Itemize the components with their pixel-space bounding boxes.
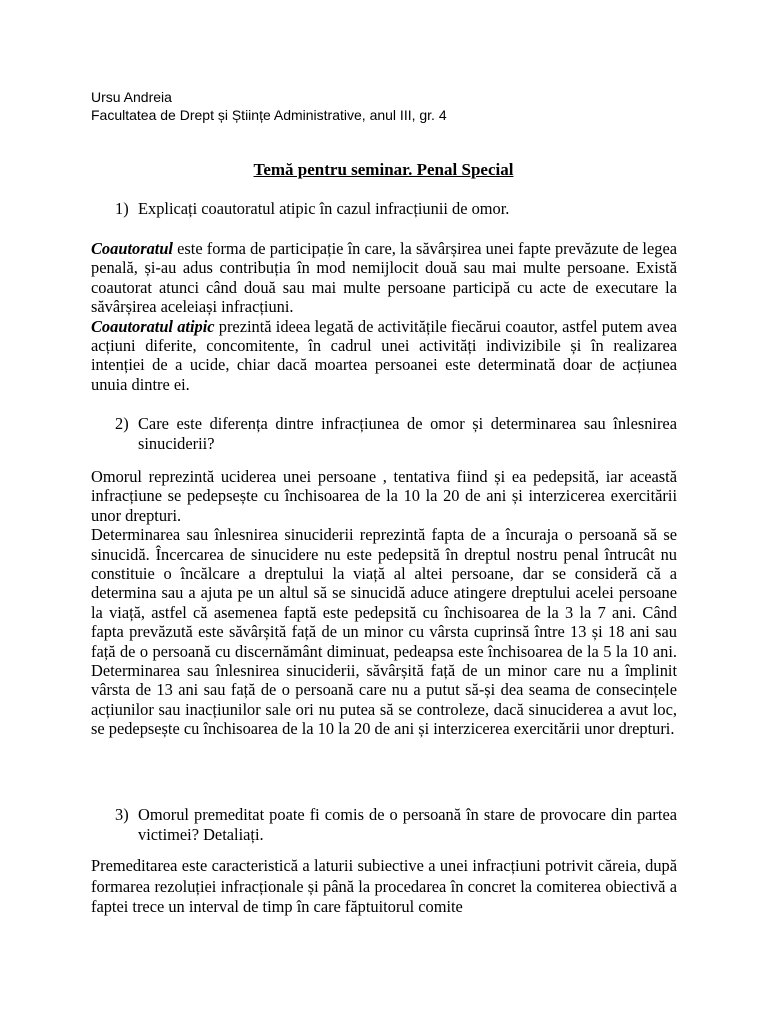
question-number: 1) bbox=[115, 199, 129, 218]
faculty-line: Facultatea de Drept și Științe Administrative, anul III, gr. 4 bbox=[91, 107, 447, 123]
answer-2-paragraph-2: Determinarea sau înlesnirea sinuciderii reprezintă fapta de a încuraja o persoană să se sinucidă. Încercarea de sinucidere nu este pedepsită în dreptul nostru penal întrucât nu constituie o încălcare a dreptului la viață al altei persoane, dar se consideră că a determina sau a ajuta pe un altul să se sinucidă aduce atingere dreptului acelei persoane la viață, astfel că asemenea faptă este pedepsită cu închisoarea de la 3 la 7 ani. Când fapta prevăzută este săvârșită față de un minor cu vârsta cuprinsă între 13 și 18 ani sau față de o persoană cu discernământ diminuat, pedeapsa este închisoarea de la 5 la 10 ani. Determinarea sau înlesnirea sinuciderii, săvârșită față de un minor care nu a împlinit vârsta de 13 ani sau față de o persoană care nu a putut să-și dea seama de consecințele acțiunilor sau inacțiunilor sale ori nu putea să se controleze, dacă sinuciderea a avut loc, se pedepsește cu închisoarea de la 10 la 20 de ani și interzicerea exercitării unor drepturi. bbox=[91, 525, 677, 739]
question-3 bbox=[115, 805, 677, 845]
author-name: Ursu Andreia bbox=[91, 89, 172, 105]
term-coautoratul: Coautoratul bbox=[91, 239, 173, 258]
question-text: Explicați coautoratul atipic în cazul infracțiunii de omor. bbox=[138, 199, 510, 218]
answer-3 bbox=[91, 856, 677, 918]
page-title: Temă pentru seminar. Penal Special bbox=[253, 160, 514, 179]
question-1 bbox=[115, 199, 677, 219]
author-block bbox=[91, 88, 447, 124]
question-text: Care este diferența dintre infracțiunea de omor și determinarea sau înlesnirea sinuciderii? bbox=[138, 414, 677, 453]
answer-2-paragraph-1: Omorul reprezintă uciderea unei persoane , tentativa fiind și ea pedepsită, iar această infracțiune se pedepsește cu închisoarea de la 10 la 20 de ani și interzicerea exercitării unor drepturi. bbox=[91, 467, 677, 525]
answer-1-paragraph-2 bbox=[91, 317, 677, 395]
question-number: 2) bbox=[115, 414, 129, 433]
answer-1-text-2: prezintă ideea legată de activitățile fiecărui coautor, astfel putem avea acțiuni diferite, concomitente, în cadrul unei activități indivizibile și în realizarea intenției de a ucide, chiar dacă moartea persoanei este determinată doar de acțiunea unuia dintre ei. bbox=[91, 316, 678, 394]
answer-3-paragraph-1: Premeditarea este caracteristică a laturii subiective a unei infracțiuni potrivit căreia, după formarea rezoluției infracționale și până la procedarea în concret la comiterea obiectivă a faptei trece un interval de timp în care făptuitorul comite bbox=[91, 856, 677, 916]
question-number: 3) bbox=[115, 805, 129, 824]
question-2 bbox=[115, 414, 677, 454]
term-coautoratul-atipic: Coautoratul atipic bbox=[91, 316, 215, 336]
answer-1-paragraph-1 bbox=[91, 239, 677, 317]
answer-1-text-1: este forma de participație în care, la săvârșirea unei fapte prevăzute de legea penală, și-au adus contribuția în mod nemijlocit două sau mai multe persoane. Există coautorat atunci când două sau mai multe persoane participă cu acte de executare la săvârșirea aceleiași infracțiuni. bbox=[91, 239, 677, 317]
answer-2 bbox=[91, 467, 677, 739]
question-text: Omorul premeditat poate fi comis de o persoană în stare de provocare din partea victimei? Detaliați. bbox=[138, 805, 677, 844]
answer-1 bbox=[91, 239, 677, 394]
